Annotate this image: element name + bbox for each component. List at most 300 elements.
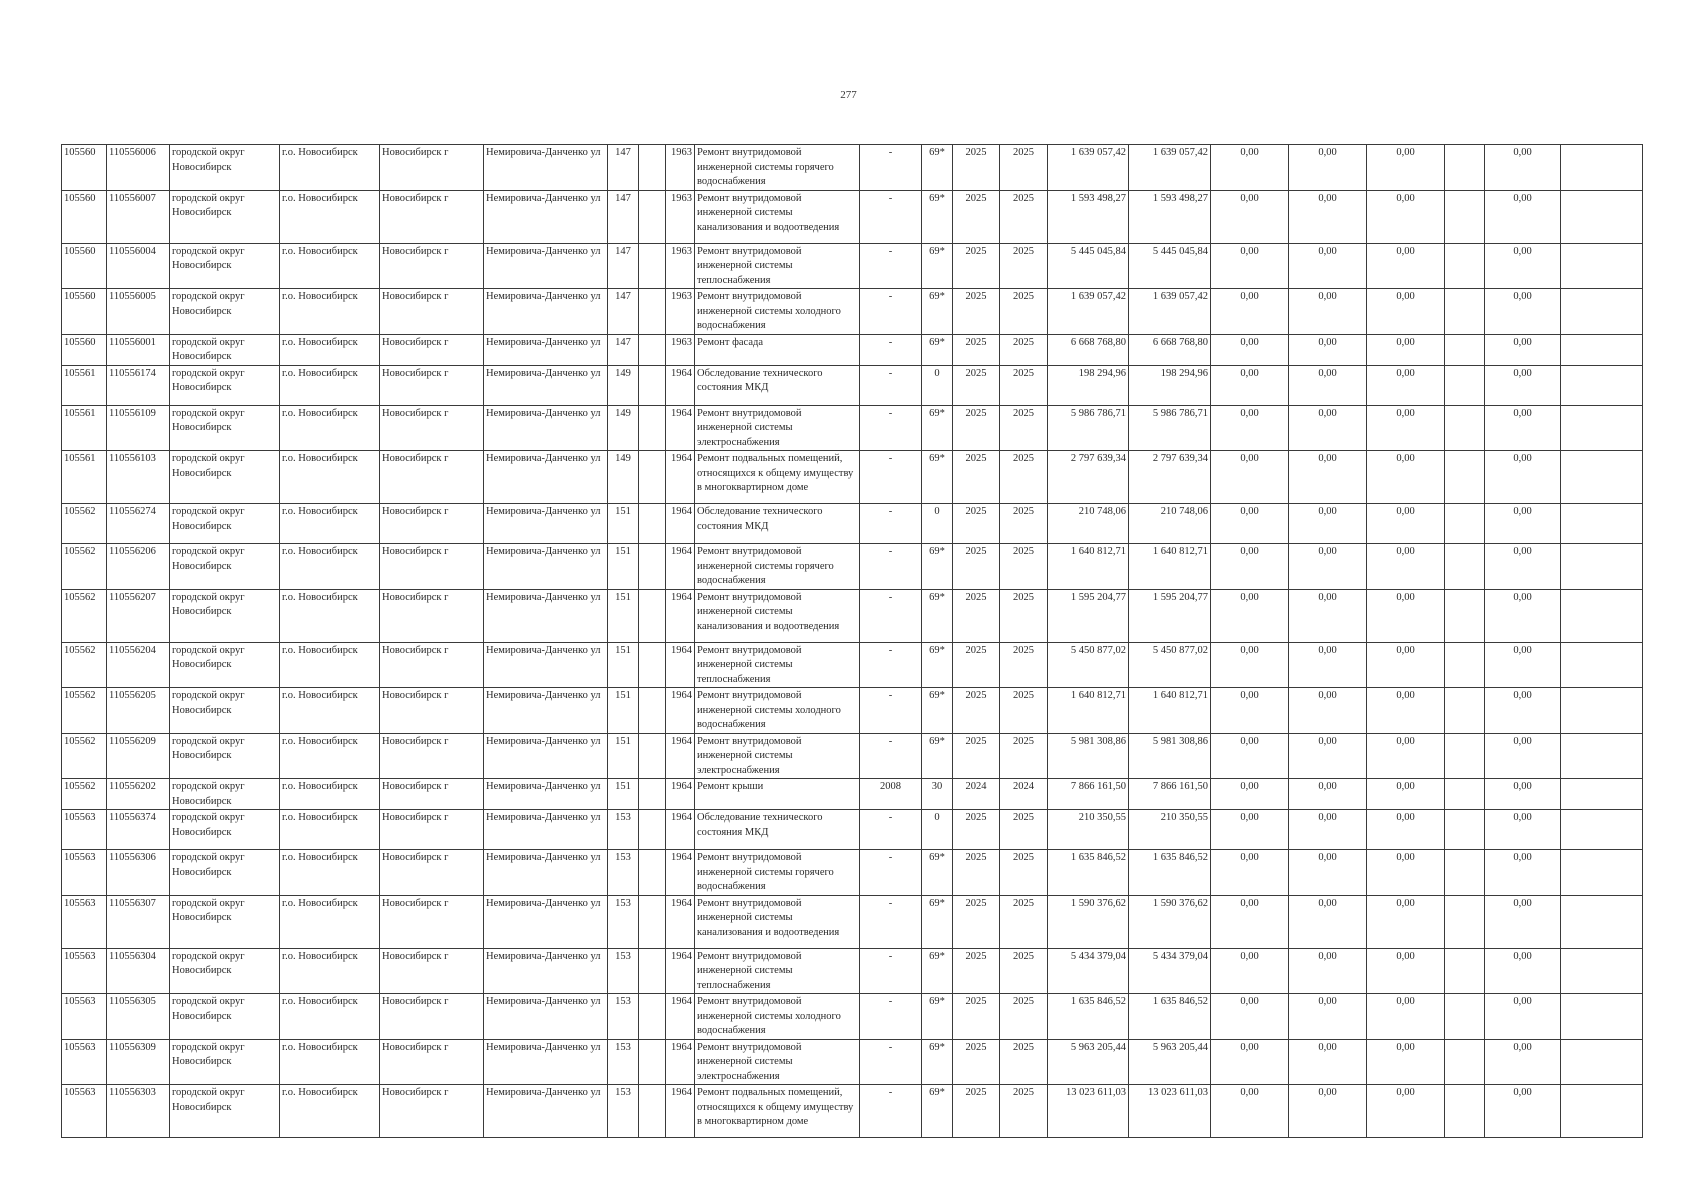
cell-plan-year-end: 2025 [1000, 589, 1048, 642]
cell-locality: Новосибирск г [380, 810, 484, 850]
cell-plan-year-end: 2025 [1000, 642, 1048, 688]
cell-notes [1561, 779, 1643, 810]
table-row [62, 504, 1643, 544]
cell-cost-total: 2 797 639,34 [1048, 451, 1129, 504]
cell-plan-year-start: 2025 [953, 895, 1000, 948]
cell-cost-budget: 0,00 [1289, 1085, 1367, 1138]
cell-spare [1445, 850, 1485, 896]
cell-cost-extra: 0,00 [1485, 289, 1561, 335]
cell-cost-budget: 0,00 [1289, 544, 1367, 590]
cell-house-id: 105562 [62, 642, 107, 688]
cell-last-repair-year: - [860, 1085, 922, 1138]
cell-house-number: 153 [608, 810, 639, 850]
cell-spare [1445, 642, 1485, 688]
cell-cost-total: 6 668 768,80 [1048, 334, 1129, 365]
cell-cost-other: 0,00 [1367, 642, 1445, 688]
cell-cost-total: 7 866 161,50 [1048, 779, 1129, 810]
cell-cost-owners: 0,00 [1211, 544, 1289, 590]
cell-cost-budget: 0,00 [1289, 190, 1367, 243]
cell-street: Немировича-Данченко ул [484, 895, 608, 948]
cell-work-type: Ремонт внутридомовой инженерной системы горячего водоснабжения [695, 850, 860, 896]
cell-cost-other: 0,00 [1367, 289, 1445, 335]
cell-locality: Новосибирск г [380, 895, 484, 948]
cell-cost-other: 0,00 [1367, 810, 1445, 850]
cell-cost-other: 0,00 [1367, 451, 1445, 504]
cell-work-id: 110556109 [107, 405, 170, 451]
cell-work-type: Ремонт внутридомовой инженерной системы горячего водоснабжения [695, 544, 860, 590]
cell-cost-owners: 0,00 [1211, 688, 1289, 734]
cell-municipality: городской округ Новосибирск [170, 895, 280, 948]
cell-street: Немировича-Данченко ул [484, 810, 608, 850]
cell-municipality: городской округ Новосибирск [170, 405, 280, 451]
cell-plan-year-start: 2025 [953, 688, 1000, 734]
cell-plan-year-end: 2025 [1000, 243, 1048, 289]
cell-last-repair-year: - [860, 544, 922, 590]
cell-spare [1445, 365, 1485, 405]
cell-cost-extra: 0,00 [1485, 810, 1561, 850]
cell-build-year: 1964 [666, 1039, 695, 1085]
cell-cost-total: 1 639 057,42 [1048, 289, 1129, 335]
cell-cost-total: 1 590 376,62 [1048, 895, 1129, 948]
cell-cost-budget: 0,00 [1289, 642, 1367, 688]
cell-house-letter [639, 451, 666, 504]
cell-plan-year-end: 2025 [1000, 810, 1048, 850]
cell-cost-budget: 0,00 [1289, 451, 1367, 504]
cell-cost-extra: 0,00 [1485, 895, 1561, 948]
cell-build-year: 1964 [666, 810, 695, 850]
cell-build-year: 1964 [666, 850, 695, 896]
cell-cost-extra: 0,00 [1485, 779, 1561, 810]
table-row [62, 779, 1643, 810]
cell-wear-percent: 69* [922, 243, 953, 289]
cell-cost-fund: 210 350,55 [1129, 810, 1211, 850]
cell-work-id: 110556307 [107, 895, 170, 948]
cell-settlement: г.о. Новосибирск [280, 190, 380, 243]
cell-work-type: Ремонт внутридомовой инженерной системы электроснабжения [695, 1039, 860, 1085]
cell-work-type: Ремонт внутридомовой инженерной системы канализования и водоотведения [695, 895, 860, 948]
cell-notes [1561, 994, 1643, 1040]
cell-work-id: 110556204 [107, 642, 170, 688]
cell-cost-owners: 0,00 [1211, 243, 1289, 289]
cell-municipality: городской округ Новосибирск [170, 733, 280, 779]
cell-house-number: 151 [608, 589, 639, 642]
cell-plan-year-end: 2025 [1000, 1039, 1048, 1085]
cell-last-repair-year: - [860, 1039, 922, 1085]
cell-cost-other: 0,00 [1367, 1085, 1445, 1138]
cell-plan-year-start: 2025 [953, 405, 1000, 451]
cell-work-id: 110556306 [107, 850, 170, 896]
cell-work-id: 110556303 [107, 1085, 170, 1138]
cell-cost-extra: 0,00 [1485, 642, 1561, 688]
cell-house-id: 105563 [62, 850, 107, 896]
cell-wear-percent: 69* [922, 850, 953, 896]
cell-plan-year-end: 2025 [1000, 334, 1048, 365]
cell-settlement: г.о. Новосибирск [280, 145, 380, 191]
cell-notes [1561, 948, 1643, 994]
cell-house-letter [639, 405, 666, 451]
cell-last-repair-year: - [860, 145, 922, 191]
cell-wear-percent: 69* [922, 544, 953, 590]
cell-work-type: Ремонт внутридомовой инженерной системы электроснабжения [695, 733, 860, 779]
cell-build-year: 1964 [666, 589, 695, 642]
cell-last-repair-year: - [860, 850, 922, 896]
cell-cost-total: 1 640 812,71 [1048, 688, 1129, 734]
cell-locality: Новосибирск г [380, 451, 484, 504]
cell-house-id: 105560 [62, 145, 107, 191]
cell-street: Немировича-Данченко ул [484, 190, 608, 243]
cell-wear-percent: 69* [922, 289, 953, 335]
cell-work-id: 110556205 [107, 688, 170, 734]
cell-work-type: Ремонт подвальных помещений, относящихся к общему имуществу в многоквартирном доме [695, 1085, 860, 1138]
cell-settlement: г.о. Новосибирск [280, 779, 380, 810]
cell-work-type: Ремонт внутридомовой инженерной системы канализования и водоотведения [695, 190, 860, 243]
cell-cost-owners: 0,00 [1211, 994, 1289, 1040]
cell-street: Немировича-Данченко ул [484, 504, 608, 544]
cell-spare [1445, 1085, 1485, 1138]
cell-notes [1561, 405, 1643, 451]
cell-build-year: 1964 [666, 642, 695, 688]
cell-build-year: 1964 [666, 451, 695, 504]
cell-street: Немировича-Данченко ул [484, 733, 608, 779]
cell-last-repair-year: - [860, 243, 922, 289]
cell-house-id: 105563 [62, 948, 107, 994]
cell-cost-fund: 1 640 812,71 [1129, 688, 1211, 734]
cell-cost-total: 5 434 379,04 [1048, 948, 1129, 994]
cell-cost-fund: 5 981 308,86 [1129, 733, 1211, 779]
cell-street: Немировича-Данченко ул [484, 289, 608, 335]
cell-work-type: Ремонт внутридомовой инженерной системы электроснабжения [695, 405, 860, 451]
cell-notes [1561, 145, 1643, 191]
cell-spare [1445, 190, 1485, 243]
cell-build-year: 1963 [666, 334, 695, 365]
cell-house-letter [639, 145, 666, 191]
cell-locality: Новосибирск г [380, 334, 484, 365]
cell-build-year: 1963 [666, 145, 695, 191]
cell-cost-total: 198 294,96 [1048, 365, 1129, 405]
cell-street: Немировича-Данченко ул [484, 365, 608, 405]
cell-work-type: Ремонт внутридомовой инженерной системы холодного водоснабжения [695, 289, 860, 335]
cell-house-letter [639, 779, 666, 810]
cell-work-type: Ремонт внутридомовой инженерной системы теплоснабжения [695, 243, 860, 289]
cell-wear-percent: 69* [922, 688, 953, 734]
cell-cost-other: 0,00 [1367, 365, 1445, 405]
cell-municipality: городской округ Новосибирск [170, 145, 280, 191]
cell-build-year: 1963 [666, 289, 695, 335]
cell-plan-year-end: 2025 [1000, 145, 1048, 191]
cell-plan-year-start: 2025 [953, 1085, 1000, 1138]
cell-locality: Новосибирск г [380, 190, 484, 243]
cell-street: Немировича-Данченко ул [484, 1085, 608, 1138]
cell-house-id: 105563 [62, 994, 107, 1040]
cell-plan-year-end: 2025 [1000, 289, 1048, 335]
cell-spare [1445, 451, 1485, 504]
cell-notes [1561, 504, 1643, 544]
cell-settlement: г.о. Новосибирск [280, 289, 380, 335]
cell-house-id: 105563 [62, 895, 107, 948]
cell-build-year: 1963 [666, 243, 695, 289]
cell-notes [1561, 544, 1643, 590]
cell-settlement: г.о. Новосибирск [280, 994, 380, 1040]
cell-wear-percent: 69* [922, 1085, 953, 1138]
cell-work-type: Ремонт внутридомовой инженерной системы теплоснабжения [695, 642, 860, 688]
cell-cost-fund: 1 635 846,52 [1129, 850, 1211, 896]
cell-last-repair-year: 2008 [860, 779, 922, 810]
cell-work-type: Ремонт внутридомовой инженерной системы горячего водоснабжения [695, 145, 860, 191]
cell-last-repair-year: - [860, 451, 922, 504]
cell-cost-owners: 0,00 [1211, 948, 1289, 994]
cell-settlement: г.о. Новосибирск [280, 733, 380, 779]
cell-cost-fund: 2 797 639,34 [1129, 451, 1211, 504]
cell-last-repair-year: - [860, 733, 922, 779]
cell-house-letter [639, 810, 666, 850]
cell-last-repair-year: - [860, 289, 922, 335]
cell-house-letter [639, 289, 666, 335]
cell-cost-extra: 0,00 [1485, 145, 1561, 191]
cell-house-id: 105561 [62, 405, 107, 451]
cell-locality: Новосибирск г [380, 145, 484, 191]
cell-cost-other: 0,00 [1367, 688, 1445, 734]
cell-cost-extra: 0,00 [1485, 994, 1561, 1040]
cell-spare [1445, 334, 1485, 365]
cell-work-id: 110556006 [107, 145, 170, 191]
cell-cost-budget: 0,00 [1289, 994, 1367, 1040]
cell-cost-budget: 0,00 [1289, 779, 1367, 810]
cell-street: Немировича-Данченко ул [484, 589, 608, 642]
table-row [62, 810, 1643, 850]
cell-street: Немировича-Данченко ул [484, 850, 608, 896]
cell-cost-fund: 198 294,96 [1129, 365, 1211, 405]
cell-work-id: 110556304 [107, 948, 170, 994]
cell-house-number: 153 [608, 895, 639, 948]
cell-notes [1561, 1039, 1643, 1085]
cell-house-letter [639, 334, 666, 365]
table-row [62, 850, 1643, 896]
cell-house-number: 153 [608, 994, 639, 1040]
cell-municipality: городской округ Новосибирск [170, 850, 280, 896]
cell-street: Немировича-Данченко ул [484, 451, 608, 504]
table-row [62, 733, 1643, 779]
cell-cost-total: 1 640 812,71 [1048, 544, 1129, 590]
cell-wear-percent: 69* [922, 145, 953, 191]
cell-cost-budget: 0,00 [1289, 895, 1367, 948]
cell-wear-percent: 69* [922, 948, 953, 994]
cell-house-letter [639, 190, 666, 243]
cell-house-letter [639, 895, 666, 948]
cell-notes [1561, 589, 1643, 642]
cell-house-id: 105560 [62, 243, 107, 289]
cell-spare [1445, 994, 1485, 1040]
cell-cost-owners: 0,00 [1211, 190, 1289, 243]
cell-plan-year-start: 2025 [953, 1039, 1000, 1085]
cell-house-letter [639, 544, 666, 590]
cell-locality: Новосибирск г [380, 589, 484, 642]
cell-plan-year-start: 2025 [953, 948, 1000, 994]
cell-wear-percent: 69* [922, 1039, 953, 1085]
cell-cost-budget: 0,00 [1289, 243, 1367, 289]
cell-cost-owners: 0,00 [1211, 810, 1289, 850]
cell-house-number: 149 [608, 451, 639, 504]
cell-cost-fund: 1 639 057,42 [1129, 289, 1211, 335]
cell-cost-owners: 0,00 [1211, 1085, 1289, 1138]
cell-build-year: 1964 [666, 779, 695, 810]
cell-plan-year-start: 2025 [953, 334, 1000, 365]
cell-plan-year-start: 2025 [953, 289, 1000, 335]
cell-spare [1445, 289, 1485, 335]
cell-cost-budget: 0,00 [1289, 850, 1367, 896]
cell-settlement: г.о. Новосибирск [280, 810, 380, 850]
cell-cost-extra: 0,00 [1485, 589, 1561, 642]
cell-build-year: 1964 [666, 544, 695, 590]
table-row [62, 190, 1643, 243]
cell-cost-other: 0,00 [1367, 1039, 1445, 1085]
cell-municipality: городской округ Новосибирск [170, 779, 280, 810]
cell-plan-year-end: 2025 [1000, 948, 1048, 994]
cell-settlement: г.о. Новосибирск [280, 334, 380, 365]
table-row [62, 589, 1643, 642]
cell-municipality: городской округ Новосибирск [170, 948, 280, 994]
cell-notes [1561, 810, 1643, 850]
cell-street: Немировича-Данченко ул [484, 948, 608, 994]
cell-plan-year-end: 2024 [1000, 779, 1048, 810]
cell-house-letter [639, 504, 666, 544]
cell-house-id: 105563 [62, 1039, 107, 1085]
cell-plan-year-start: 2025 [953, 733, 1000, 779]
cell-cost-extra: 0,00 [1485, 190, 1561, 243]
cell-cost-other: 0,00 [1367, 779, 1445, 810]
table-row [62, 1085, 1643, 1138]
cell-build-year: 1964 [666, 688, 695, 734]
cell-work-type: Ремонт крыши [695, 779, 860, 810]
cell-cost-total: 13 023 611,03 [1048, 1085, 1129, 1138]
cell-plan-year-end: 2025 [1000, 365, 1048, 405]
cell-municipality: городской округ Новосибирск [170, 289, 280, 335]
cell-cost-fund: 1 593 498,27 [1129, 190, 1211, 243]
cell-cost-fund: 13 023 611,03 [1129, 1085, 1211, 1138]
cell-cost-budget: 0,00 [1289, 733, 1367, 779]
cell-house-number: 151 [608, 642, 639, 688]
cell-cost-fund: 7 866 161,50 [1129, 779, 1211, 810]
cell-spare [1445, 544, 1485, 590]
cell-plan-year-end: 2025 [1000, 733, 1048, 779]
cell-plan-year-start: 2025 [953, 145, 1000, 191]
cell-municipality: городской округ Новосибирск [170, 544, 280, 590]
cell-house-letter [639, 733, 666, 779]
cell-cost-owners: 0,00 [1211, 895, 1289, 948]
cell-cost-fund: 5 963 205,44 [1129, 1039, 1211, 1085]
table-row [62, 895, 1643, 948]
cell-locality: Новосибирск г [380, 994, 484, 1040]
cell-cost-owners: 0,00 [1211, 451, 1289, 504]
cell-street: Немировича-Данченко ул [484, 688, 608, 734]
cell-work-type: Ремонт внутридомовой инженерной системы холодного водоснабжения [695, 994, 860, 1040]
cell-cost-extra: 0,00 [1485, 544, 1561, 590]
cell-cost-fund: 1 590 376,62 [1129, 895, 1211, 948]
cell-house-number: 151 [608, 733, 639, 779]
cell-locality: Новосибирск г [380, 850, 484, 896]
cell-municipality: городской округ Новосибирск [170, 334, 280, 365]
cell-municipality: городской округ Новосибирск [170, 688, 280, 734]
cell-settlement: г.о. Новосибирск [280, 850, 380, 896]
cell-cost-extra: 0,00 [1485, 243, 1561, 289]
cell-cost-budget: 0,00 [1289, 334, 1367, 365]
table-row [62, 405, 1643, 451]
cell-cost-owners: 0,00 [1211, 1039, 1289, 1085]
cell-cost-extra: 0,00 [1485, 1085, 1561, 1138]
cell-build-year: 1964 [666, 1085, 695, 1138]
cell-settlement: г.о. Новосибирск [280, 243, 380, 289]
cell-settlement: г.о. Новосибирск [280, 688, 380, 734]
cell-work-id: 110556103 [107, 451, 170, 504]
cell-cost-extra: 0,00 [1485, 948, 1561, 994]
cell-plan-year-start: 2025 [953, 365, 1000, 405]
cell-spare [1445, 243, 1485, 289]
cell-cost-fund: 5 986 786,71 [1129, 405, 1211, 451]
cell-house-id: 105562 [62, 544, 107, 590]
cell-notes [1561, 642, 1643, 688]
cell-cost-fund: 5 450 877,02 [1129, 642, 1211, 688]
cell-cost-extra: 0,00 [1485, 504, 1561, 544]
cell-street: Немировича-Данченко ул [484, 994, 608, 1040]
cell-plan-year-start: 2025 [953, 810, 1000, 850]
cell-work-type: Обследование технического состояния МКД [695, 810, 860, 850]
cell-plan-year-start: 2025 [953, 451, 1000, 504]
cell-municipality: городской округ Новосибирск [170, 589, 280, 642]
cell-wear-percent: 69* [922, 451, 953, 504]
cell-last-repair-year: - [860, 688, 922, 734]
cell-last-repair-year: - [860, 190, 922, 243]
cell-house-letter [639, 243, 666, 289]
cell-locality: Новосибирск г [380, 544, 484, 590]
cell-house-number: 153 [608, 948, 639, 994]
cell-cost-other: 0,00 [1367, 895, 1445, 948]
cell-cost-other: 0,00 [1367, 948, 1445, 994]
cell-locality: Новосибирск г [380, 289, 484, 335]
cell-settlement: г.о. Новосибирск [280, 589, 380, 642]
cell-cost-fund: 5 445 045,84 [1129, 243, 1211, 289]
cell-house-number: 147 [608, 289, 639, 335]
cell-wear-percent: 69* [922, 994, 953, 1040]
cell-last-repair-year: - [860, 334, 922, 365]
cell-work-id: 110556309 [107, 1039, 170, 1085]
cell-cost-extra: 0,00 [1485, 688, 1561, 734]
cell-cost-other: 0,00 [1367, 190, 1445, 243]
cell-cost-fund: 1 635 846,52 [1129, 994, 1211, 1040]
cell-wear-percent: 0 [922, 504, 953, 544]
cell-wear-percent: 69* [922, 589, 953, 642]
cell-municipality: городской округ Новосибирск [170, 365, 280, 405]
cell-cost-extra: 0,00 [1485, 451, 1561, 504]
cell-cost-extra: 0,00 [1485, 1039, 1561, 1085]
cell-cost-owners: 0,00 [1211, 779, 1289, 810]
cell-settlement: г.о. Новосибирск [280, 405, 380, 451]
cell-settlement: г.о. Новосибирск [280, 895, 380, 948]
cell-house-number: 147 [608, 145, 639, 191]
cell-notes [1561, 190, 1643, 243]
cell-work-id: 110556207 [107, 589, 170, 642]
cell-wear-percent: 69* [922, 642, 953, 688]
cell-cost-total: 1 635 846,52 [1048, 994, 1129, 1040]
cell-cost-fund: 1 639 057,42 [1129, 145, 1211, 191]
cell-notes [1561, 1085, 1643, 1138]
cell-work-id: 110556209 [107, 733, 170, 779]
cell-wear-percent: 0 [922, 365, 953, 405]
cell-wear-percent: 30 [922, 779, 953, 810]
table-row [62, 544, 1643, 590]
cell-plan-year-start: 2024 [953, 779, 1000, 810]
table-row [62, 289, 1643, 335]
cell-plan-year-start: 2025 [953, 504, 1000, 544]
cell-plan-year-end: 2025 [1000, 1085, 1048, 1138]
